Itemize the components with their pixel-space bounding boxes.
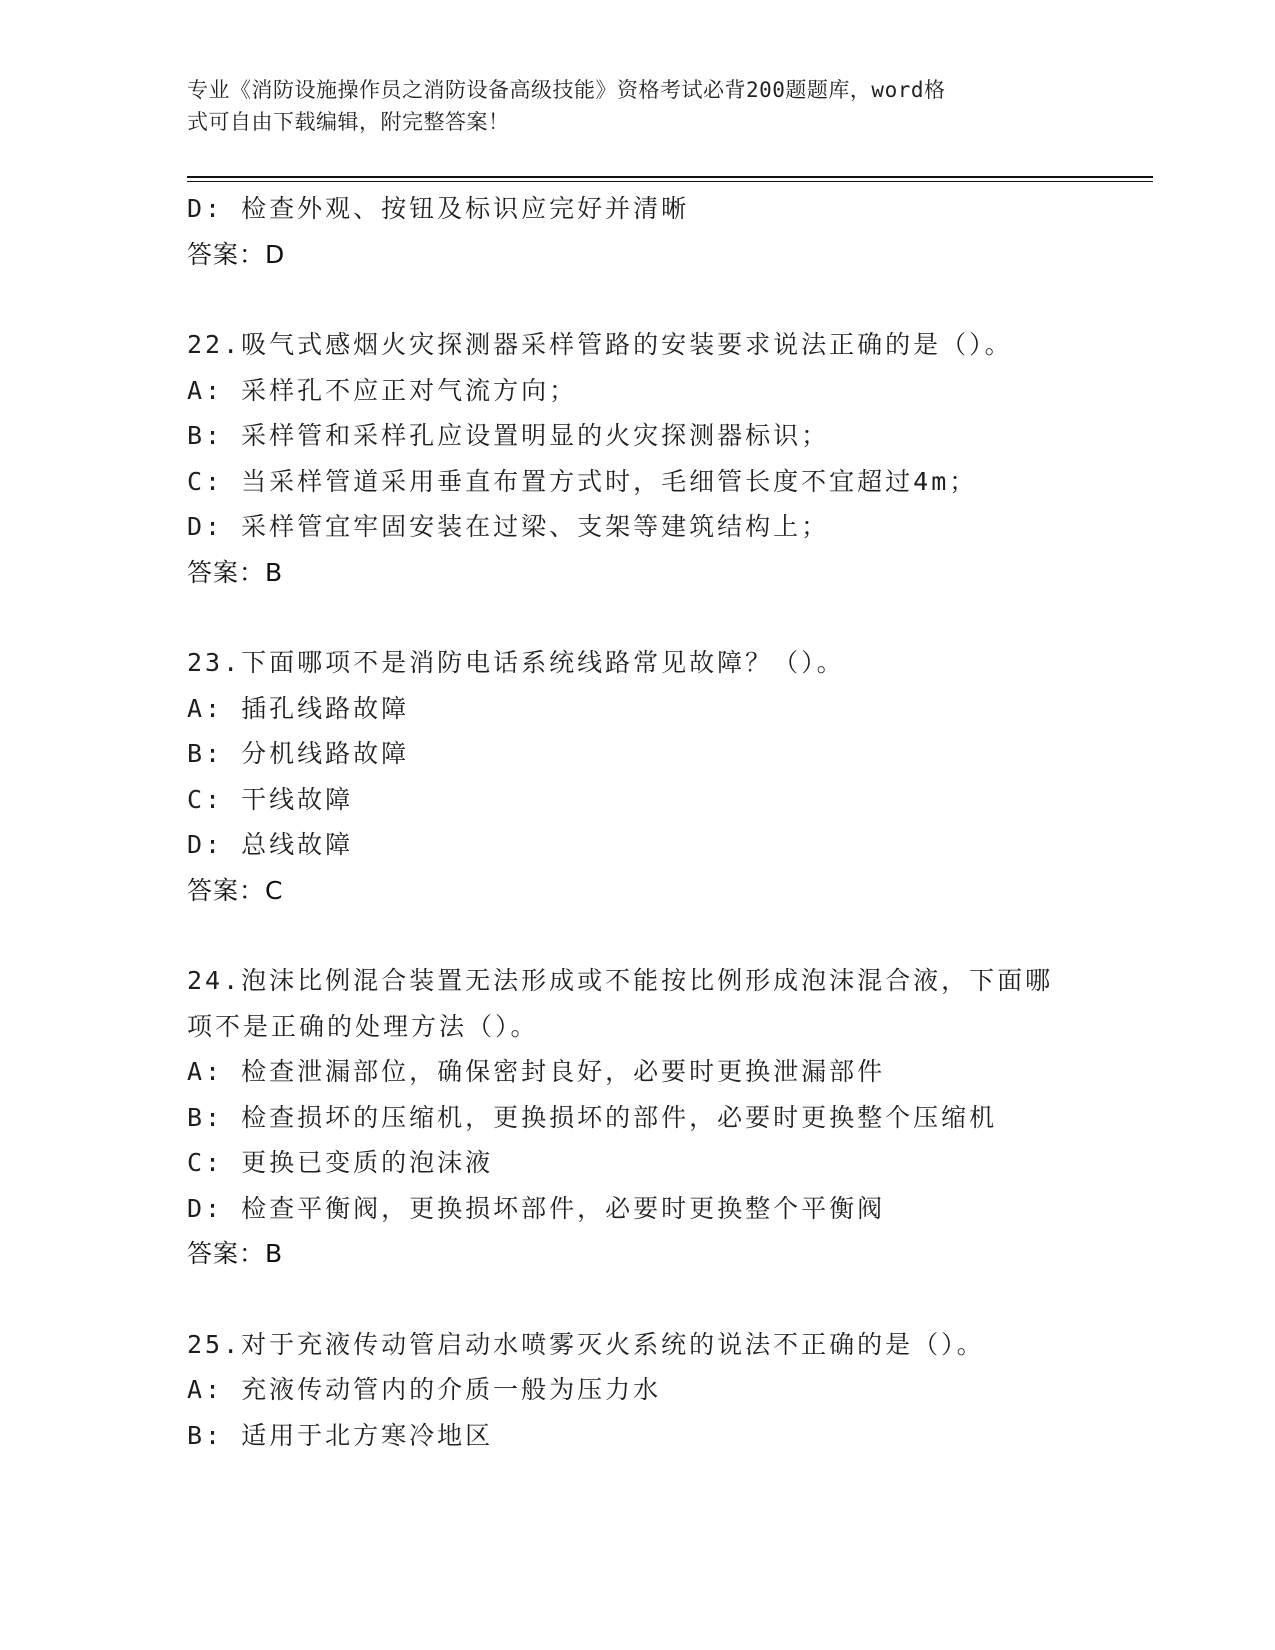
question-25 [187,1322,1147,1459]
option-c: C: 更换已变质的泡沫液 [187,1148,494,1177]
header-divider-thick [187,176,1153,178]
question-stem: 25.对于充液传动管启动水喷雾灭火系统的说法不正确的是（）。 [187,1329,985,1359]
option-b: B: 检查损坏的压缩机，更换损坏的部件，必要时更换整个压缩机 [187,1102,998,1132]
option-b: B: 采样管和采样孔应设置明显的火灾探测器标识； [187,421,830,450]
option-a: A: 检查泄漏部位，确保密封良好，必要时更换泄漏部件 [187,1057,886,1086]
option-a: A: 插孔线路故障 [187,693,410,723]
spacer [187,595,1147,640]
answer-value: D [265,239,286,269]
option-a: A: 采样孔不应正对气流方向； [187,375,578,405]
answer-value: B [265,557,284,587]
question-stem-line-1: 24.泡沫比例混合装置无法形成或不能按比例形成泡沫混合液，下面哪 [187,966,1054,995]
question-23 [187,640,1147,913]
option-a: A: 充液传动管内的介质一般为压力水 [187,1375,662,1404]
answer [187,868,1147,914]
header-line-1: 专业《消防设施操作员之消防设备高级技能》资格考试必背200题题库，word格 [187,78,946,102]
answer-label: 答案： [187,557,266,587]
answer-label: 答案： [187,1239,266,1268]
spacer [187,1277,1147,1322]
question-stem: 22.吸气式感烟火灾探测器采样管路的安装要求说法正确的是（）。 [187,330,1013,359]
question-stem-line-2: 项不是正确的处理方法（）。 [187,1011,539,1041]
option-b: B: 分机线路故障 [187,739,410,768]
document-header [187,74,1067,138]
answer-label: 答案： [187,875,266,905]
option-d: D: 总线故障 [187,830,354,859]
question-22 [187,322,1147,595]
answer [187,550,1147,596]
question-stem: 23.下面哪项不是消防电话系统线路常见故障？（）。 [187,648,845,677]
question-content [187,186,1147,1458]
option-d: D: 采样管宜牢固安装在过梁、支架等建筑结构上； [187,512,830,541]
answer-value: B [265,1239,284,1268]
spacer [187,277,1147,322]
answer [187,1231,1147,1277]
answer-value: C [265,875,284,905]
answer-label: 答案： [187,239,266,269]
previous-answer [187,232,1147,278]
header-line-2: 式可自由下载编辑，附完整答案！ [187,110,510,134]
previous-option-d: D: 检查外观、按钮及标识应完好并清晰 [187,194,690,223]
option-c: C: 干线故障 [187,784,354,814]
question-24 [187,958,1147,1277]
option-b: B: 适用于北方寒冷地区 [187,1420,494,1450]
header-divider-thin [187,181,1153,182]
spacer [187,913,1147,958]
option-c: C: 当采样管道采用垂直布置方式时，毛细管长度不宜超过4m； [187,466,978,496]
option-d: D: 检查平衡阀，更换损坏部件，必要时更换整个平衡阀 [187,1193,886,1223]
